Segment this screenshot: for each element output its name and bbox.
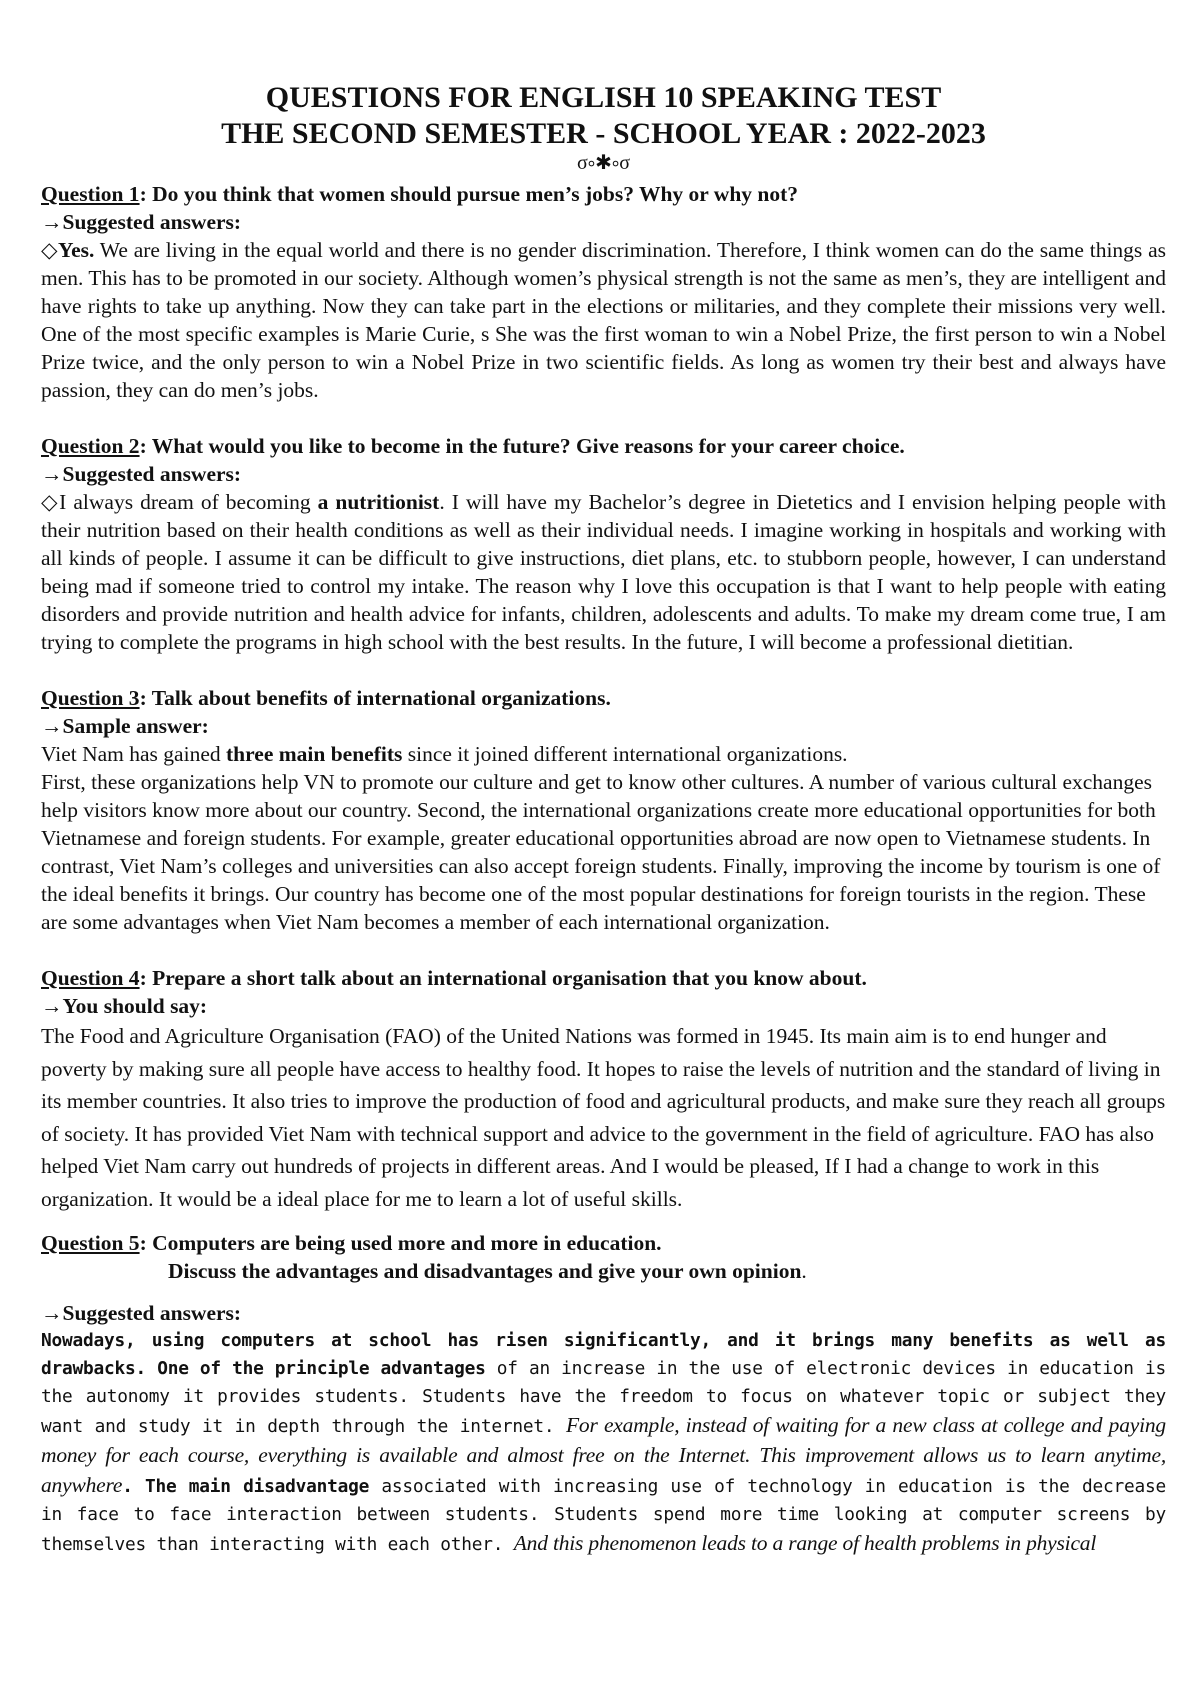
question-5-heading bbox=[41, 1229, 1166, 1257]
question-5-answer-s4: . bbox=[122, 1476, 145, 1497]
question-2-answer-post: . I will have my Bachelor’s degree in Dietetics and I envision helping people with their nutrition based on their health conditions as well as their individual needs. I imagine working in hospitals and working with all kinds of people. I assume it can be difficult to give instructions, diet plans, etc. to stubborn people, however, I can understand being mad if someone tried to control my intake. The reason why I love this occupation is that I want to help people with eating disorders and provide nutrition and health advice for infants, children, adolescents and adults. To make my dream come true, I am trying to complete the programs in high school with the best results. In the future, I will become a professional dietitian. bbox=[41, 490, 1167, 654]
question-5-label: Question 5 bbox=[41, 1231, 140, 1255]
question-5-answer-s3: For example, instead of waiting for a new class at college and paying money for each course, everything is available and almost free on the Internet. This improvement allows us to learn anytime, anywhere bbox=[41, 1413, 1166, 1497]
question-2-text: : What would you like to become in the future? Give reasons for your career choice. bbox=[139, 434, 905, 458]
question-5-answer-s7: And this phenomenon leads to a range of health problems in physical bbox=[513, 1531, 1097, 1555]
question-1-heading bbox=[41, 180, 1166, 208]
question-2-heading bbox=[41, 432, 1166, 460]
question-5-text2: Discuss the advantages and disadvantages and give your own opinion bbox=[168, 1259, 802, 1283]
question-3-answer: First, these organizations help VN to promote our culture and get to know other cultures. A number of various cultural exchanges help visitors know more about our country. Second, the international organizations create more educational opportunities for both Vietnamese and foreign students. For example, greater educational opportunities abroad are now open to Vietnamese students. In contrast, Viet Nam’s colleges and universities can also accept foreign students. Finally, improving the income by tourism is one of the ideal benefits it brings. Our country has become one of the most popular destinations for foreign tourists in the region. These are some advantages when Viet Nam becomes a member of each international organization. bbox=[41, 770, 1161, 934]
question-4-heading bbox=[41, 964, 1166, 992]
question-1-prompt: →Suggested answers: bbox=[41, 210, 242, 234]
question-4-answer: The Food and Agriculture Organisation (FAO) of the United Nations was formed in 1945. Its main aim is to end hunger and poverty by making sure all people have access to healthy food. It hopes to raise the levels of nutrition and the standard of living in its member countries. It also tries to improve the production of food and agricultural products, and make sure they reach all groups of society. It has provided Viet Nam with technical support and advice to the government in the field of agriculture. FAO has also helped Viet Nam carry out hundreds of projects in different areas. And I would be pleased, If I had a change to work in this organization. It would be a ideal place for me to learn a lot of useful skills. bbox=[41, 1024, 1166, 1211]
question-1-label: Question 1 bbox=[41, 182, 140, 206]
question-4-prompt: →You should say: bbox=[41, 994, 208, 1018]
question-5-answer-s2: of an increase in the use of electronic devices in education is the autonomy it provides students. Students have the freedom to focus on whatever topic or subject they want and study it in depth through the internet. bbox=[41, 1358, 1166, 1437]
question-3-intro-post: since it joined different international organizations. bbox=[402, 742, 848, 766]
question-5-prompt: →Suggested answers: bbox=[41, 1301, 242, 1325]
question-5-answer bbox=[41, 1327, 1166, 1559]
page-title: QUESTIONS FOR ENGLISH 10 SPEAKING TEST bbox=[265, 81, 942, 114]
question-5-text: : Computers are being used more and more in education. bbox=[139, 1231, 662, 1255]
question-4-label: Question 4 bbox=[41, 966, 140, 990]
ornament-divider: σ༚✱༚σ bbox=[576, 152, 631, 174]
question-1-answer bbox=[41, 236, 1166, 404]
question-4-text: : Prepare a short talk about an international organisation that you know about. bbox=[139, 966, 867, 990]
question-2-answer-pre: ◇I always dream of becoming bbox=[41, 490, 318, 514]
question-3-intro-bold: three main benefits bbox=[226, 742, 403, 766]
spacer bbox=[41, 936, 1166, 964]
question-5-text2-end: . bbox=[801, 1259, 807, 1283]
question-3-heading bbox=[41, 684, 1166, 712]
spacer bbox=[41, 1285, 1166, 1299]
question-3-intro-pre: Viet Nam has gained bbox=[41, 742, 226, 766]
question-3-prompt: →Sample answer: bbox=[41, 714, 209, 738]
question-3-intro bbox=[41, 740, 1166, 768]
spacer bbox=[41, 656, 1166, 684]
question-2-prompt: →Suggested answers: bbox=[41, 462, 242, 486]
spacer bbox=[41, 1215, 1166, 1229]
question-5-answer-s5: The main disadvantage bbox=[144, 1476, 370, 1497]
spacer bbox=[41, 404, 1166, 432]
question-1-answer-lead: ◇Yes. bbox=[41, 238, 95, 262]
question-3-text: : Talk about benefits of international organizations. bbox=[139, 686, 611, 710]
question-1-answer-text: We are living in the equal world and there is no gender discrimination. Therefore, I think women can do the same things as men. This has to be promoted in our society. Although women’s physical strength is not the same as men’s, they are intelligent and have rights to take up anything. Now they can take part in the elections or militaries, and they complete their missions very well. One of the most specific examples is Marie Curie, s She was the first woman to win a Nobel Prize, the first person to win a Nobel Prize twice, and the only person to win a Nobel Prize in two scientific fields. As long as women try their best and always have passion, they can do men’s jobs. bbox=[41, 238, 1166, 402]
question-2-answer bbox=[41, 488, 1166, 656]
question-5-answer-s1: Nowadays, using computers at school has risen significantly, and it brings many benefits as well as drawbacks. One of the principle advantages bbox=[41, 1330, 1166, 1379]
question-5-answer-s6: associated with increasing use of technology in education is the decrease in face to face interaction between students. Students spend more time looking at computer screens by themselves than interacting with each other. bbox=[41, 1476, 1166, 1555]
page-subtitle: THE SECOND SEMESTER - SCHOOL YEAR : 2022-2023 bbox=[221, 117, 986, 150]
question-3-label: Question 3 bbox=[41, 686, 140, 710]
question-1-text: : Do you think that women should pursue men’s jobs? Why or why not? bbox=[139, 182, 799, 206]
question-5-subheading bbox=[41, 1257, 1166, 1285]
question-2-label: Question 2 bbox=[41, 434, 140, 458]
question-2-answer-bold: a nutritionist bbox=[317, 490, 440, 514]
document-body bbox=[41, 180, 1166, 1559]
